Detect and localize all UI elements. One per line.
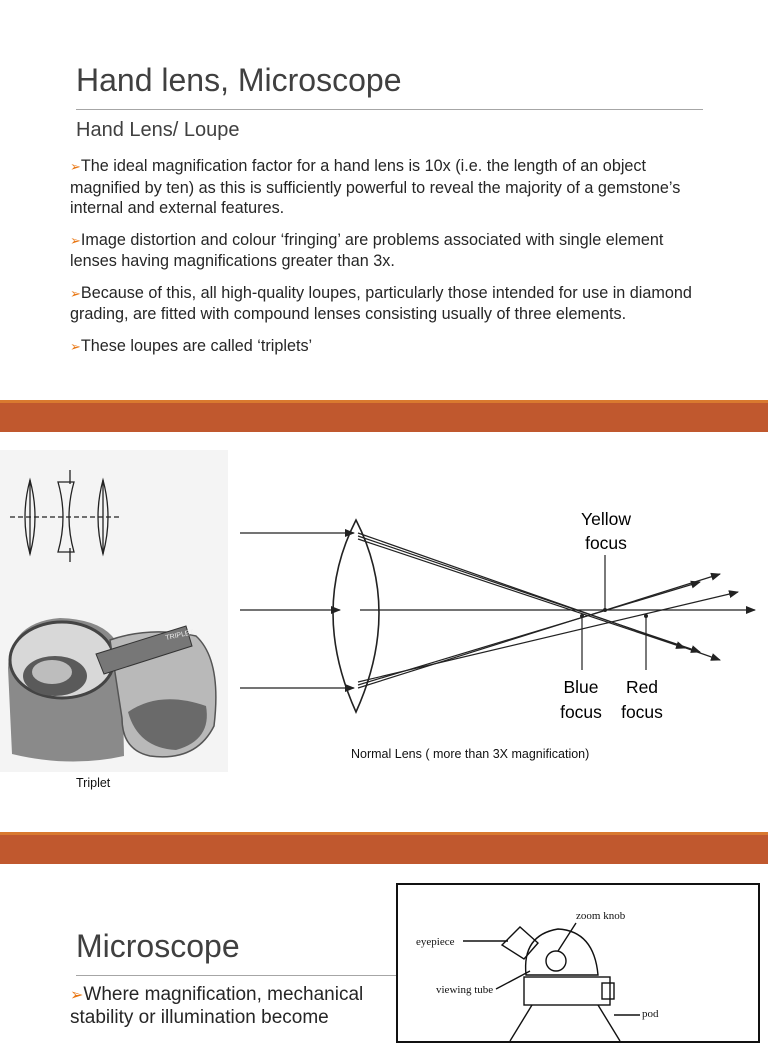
bullet-item (70, 230, 710, 272)
microscope-head-icon (526, 929, 598, 975)
section-subtitle: Hand Lens/ Loupe (76, 119, 240, 141)
zoom-knob-icon (546, 951, 566, 971)
diagram-caption: Normal Lens ( more than 3X magnification) (351, 747, 590, 761)
eyepiece-label: eyepiece (416, 936, 455, 948)
bullet-item (70, 283, 710, 325)
bullet-item (70, 156, 710, 219)
pod-icon (524, 977, 610, 1005)
slide-separator-band (0, 400, 768, 432)
loupe-label: TRIPLET (164, 629, 195, 642)
arrow-bullet-icon: ➢ (70, 232, 81, 248)
microscope-diagram (396, 883, 760, 1043)
chromatic-aberration-diagram (230, 500, 760, 730)
bullet-text: These loupes are called ‘triplets’ (80, 336, 313, 355)
slide-separator-band (0, 832, 768, 864)
bullet-item (70, 984, 400, 1029)
title-divider (76, 109, 703, 110)
loupe-body-icon (8, 618, 216, 762)
bullet-text: The ideal magnification factor for a hand lens is 10x (i.e. the length of an object magnified by ten) as this is sufficiently powerful to reveal the majority of a gemstone’s internal and external features. (70, 157, 681, 217)
bullet-item (70, 336, 710, 358)
red-focus-label: Red (625, 677, 659, 697)
arrow-bullet-icon: ➢ (70, 338, 81, 354)
title-divider (76, 975, 401, 976)
bullet-list (70, 156, 710, 368)
viewing-tube-label: viewing tube (436, 984, 494, 996)
arrow-bullet-icon: ➢ (70, 285, 81, 301)
bullet-text: Where magnification, mechanical stability or illumination become (70, 984, 364, 1028)
yellow-focus-label: focus (585, 533, 627, 553)
blue-focus-label: focus (560, 702, 602, 722)
microscope-title: Microscope (76, 928, 240, 964)
arrow-bullet-icon: ➢ (70, 159, 81, 174)
triplet-loupe-photo (0, 450, 228, 772)
blue-focus-label: Blue (563, 677, 599, 697)
red-focus-label: focus (621, 702, 663, 722)
bullet-text: Image distortion and colour ‘fringing’ are problems associated with single element lenses having magnifications greater than 3x. (70, 230, 664, 270)
photo-caption: Triplet (76, 776, 111, 790)
bullet-text: Because of this, all high-quality loupes, particularly those intended for use in diamond grading, are fitted with compound lenses consisting usually of three elements. (70, 283, 692, 323)
pod-label: pod (642, 1008, 659, 1020)
arrow-bullet-icon: ➢ (70, 987, 84, 1004)
slide-title: Hand lens, Microscope (76, 62, 402, 98)
zoom-knob-label: zoom knob (576, 910, 626, 922)
yellow-focus-label: Yellow (581, 509, 631, 529)
